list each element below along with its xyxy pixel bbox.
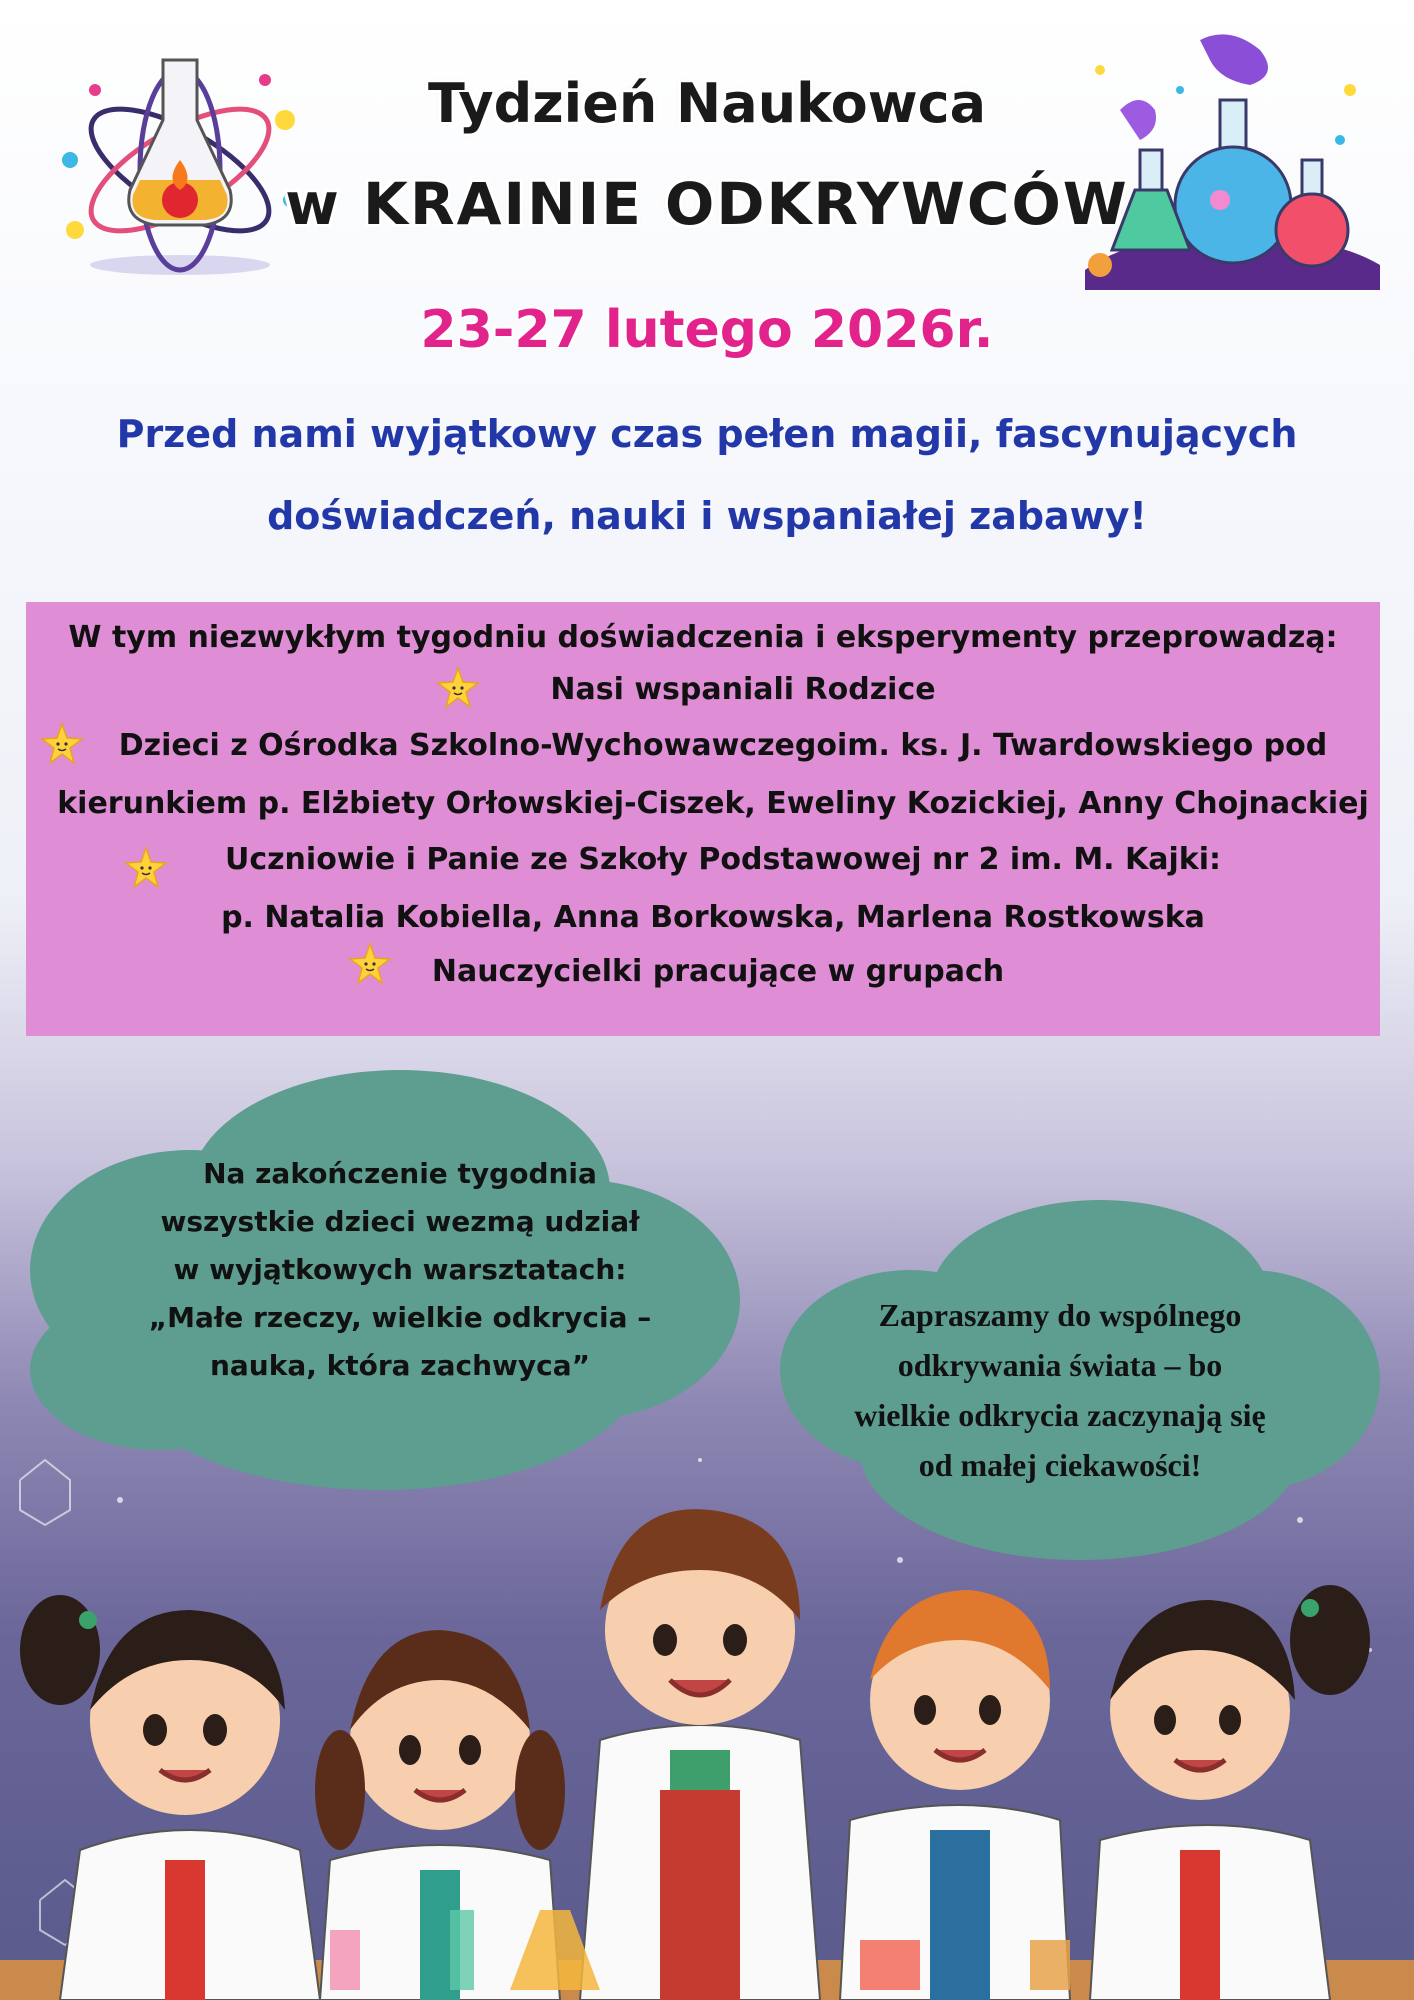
kids-scientists-illustration [0,1490,1414,2000]
cloud-left-line: Na zakończenie tygodnia [203,1157,597,1190]
kid-boy-center-right [840,1590,1070,2000]
participants-box [26,602,1380,1036]
workshop-announcement [120,1150,680,1390]
participant-item: kierunkiem p. Elżbiety Orłowskiej-Ciszek, Eweliny Kozickiej, Anny Chojnackiej [57,786,1369,821]
cloud-right-line: wielkie odkrycia zaczynają się [854,1397,1266,1433]
participant-item: Nasi wspaniali Rodzice [550,672,936,707]
chemistry-flasks-icon [1080,30,1380,290]
intro-line-2: doświadczeń, nauki i wspaniałej zabawy! [267,494,1147,538]
participant-item: Dzieci z Ośrodka Szkolno-Wychowawczegoim. ks. J. Twardowskiego pod [118,728,1328,763]
intro-line-1: Przed nami wyjątkowy czas pełen magii, fascynujących [116,412,1298,456]
page-subtitle: w KRAINIE ODKRYWCÓW [285,170,1129,238]
cloud-left-line: w wyjątkowych warsztatach: [173,1253,627,1286]
cloud-left-line: „Małe rzeczy, wielkie odkrycia – [148,1301,652,1334]
cloud-left-line: nauka, która zachwyca” [209,1349,591,1382]
participant-item: Uczniowie i Panie ze Szkoły Podstawowej nr 2 im. M. Kajki: [224,842,1222,877]
cloud-left-line: wszystkie dzieci wezmą udział [160,1205,640,1238]
kid-girl-left [20,1595,320,2000]
participant-item: p. Natalia Kobiella, Anna Borkowska, Marlena Rostkowska [221,900,1205,935]
page-title: Tydzień Naukowca [427,72,987,135]
kid-boy-center [580,1509,820,2000]
event-dates: 23-27 lutego 2026r. [420,300,994,360]
cloud-right-line: Zapraszamy do wspólnego [878,1297,1242,1333]
box-heading: W tym niezwykłym tygodniu doświadczenia i eksperymenty przeprowadzą: [68,620,1338,655]
kid-girl-right [1090,1585,1370,2000]
cloud-right-line: odkrywania świata – bo [897,1347,1223,1383]
cloud-right-line: od małej ciekawości! [918,1447,1202,1483]
invitation-text [800,1290,1320,1490]
participant-item: Nauczycielki pracujące w grupach [431,954,1005,989]
